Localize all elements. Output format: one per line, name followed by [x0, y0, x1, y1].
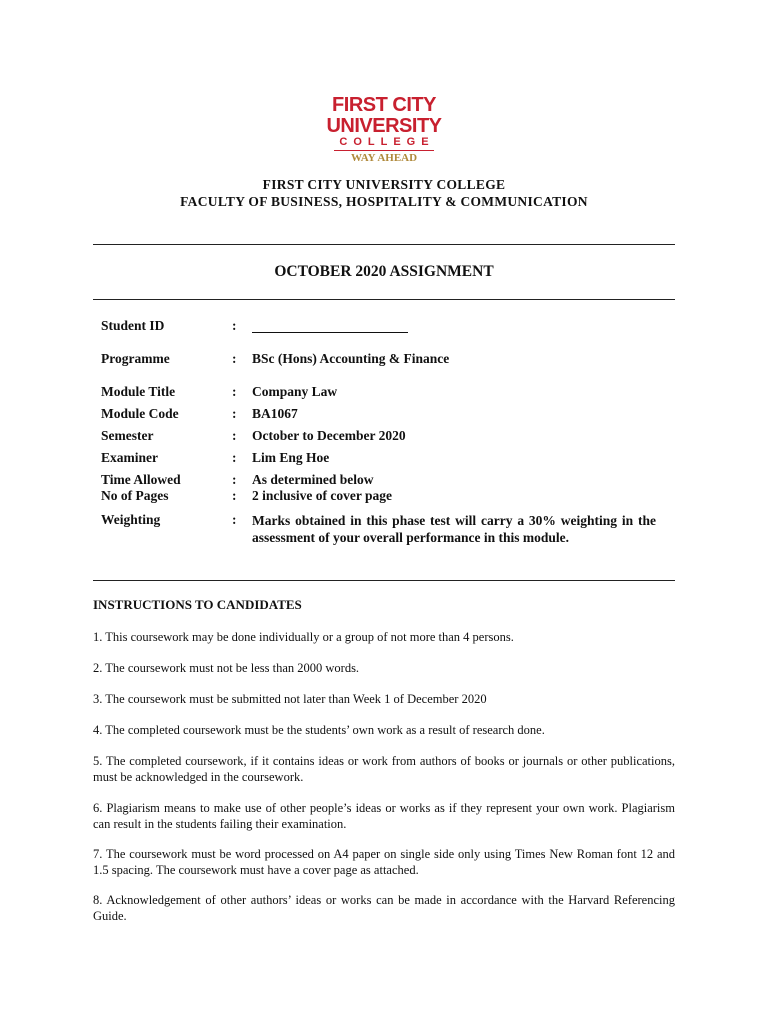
instruction-item: 7. The coursework must be word processed on A4 paper on single side only using Times New Roman font 12 and 1.5 spacing. The coursework must have a cover page as attached. [93, 847, 675, 877]
time-allowed-label: Time Allowed [101, 472, 181, 487]
pages-label: No of Pages [101, 488, 169, 503]
module-title-label: Module Title [101, 384, 176, 399]
module-title-colon: : [232, 384, 237, 399]
instructions-heading: INSTRUCTIONS TO CANDIDATES [93, 597, 302, 612]
student-id-colon: : [232, 318, 237, 333]
instruction-item: 1. This coursework may be done individually or a group of not more than 4 persons. [93, 630, 514, 644]
logo-line-1: FIRST CITY [332, 94, 436, 116]
module-code-value: BA1067 [252, 406, 298, 421]
semester-value: October to December 2020 [252, 428, 406, 443]
instruction-item: 4. The completed coursework must be the students’ own work as a result of research done. [93, 723, 545, 737]
examiner-label: Examiner [101, 450, 158, 465]
module-code-label: Module Code [101, 406, 179, 421]
assignment-title: OCTOBER 2020 ASSIGNMENT [274, 263, 494, 280]
instruction-item: 3. The coursework must be submitted not later than Week 1 of December 2020 [93, 692, 487, 706]
logo-line-2: UNIVERSITY [326, 115, 442, 137]
instruction-item: 6. Plagiarism means to make use of other people’s ideas or works as if they represent your own work. Plagiarism can result in the students failing their examination. [93, 801, 675, 831]
weighting-value: Marks obtained in this phase test will carry a 30% weighting in the assessment of your overall performance in this module. [252, 513, 656, 545]
divider-top [93, 244, 675, 245]
instruction-item: 5. The completed coursework, if it contains ideas or work from authors of books or journals or other publications, must be acknowledged in the coursework. [93, 754, 675, 784]
module-code-colon: : [232, 406, 237, 421]
programme-colon: : [232, 351, 237, 366]
time-allowed-value: As determined below [252, 472, 374, 487]
pages-value: 2 inclusive of cover page [252, 488, 392, 503]
programme-value: BSc (Hons) Accounting & Finance [252, 351, 450, 366]
examiner-colon: : [232, 450, 237, 465]
logo-rule [334, 150, 434, 151]
faculty-name: FACULTY OF BUSINESS, HOSPITALITY & COMMUNICATION [180, 194, 588, 209]
semester-colon: : [232, 428, 237, 443]
examiner-value: Lim Eng Hoe [252, 450, 330, 465]
time-allowed-colon: : [232, 472, 237, 487]
weighting-colon: : [232, 512, 237, 527]
divider-details [93, 580, 675, 581]
programme-label: Programme [101, 351, 170, 366]
instruction-item: 2. The coursework must not be less than 2000 words. [93, 661, 360, 675]
module-title-value: Company Law [252, 384, 338, 399]
institution-name: FIRST CITY UNIVERSITY COLLEGE [262, 177, 506, 192]
logo-line-3: COLLEGE [339, 136, 435, 148]
student-id-blank-line [252, 332, 408, 333]
divider-title [93, 299, 675, 300]
pages-colon: : [232, 488, 237, 503]
semester-label: Semester [101, 428, 154, 443]
university-logo [314, 94, 454, 162]
weighting-label: Weighting [101, 512, 161, 527]
logo-tagline: WAY AHEAD [350, 152, 418, 164]
student-id-label: Student ID [101, 318, 165, 333]
instruction-item: 8. Acknowledgement of other authors’ ideas or works can be made in accordance with the Harvard Referencing Guide. [93, 893, 675, 923]
